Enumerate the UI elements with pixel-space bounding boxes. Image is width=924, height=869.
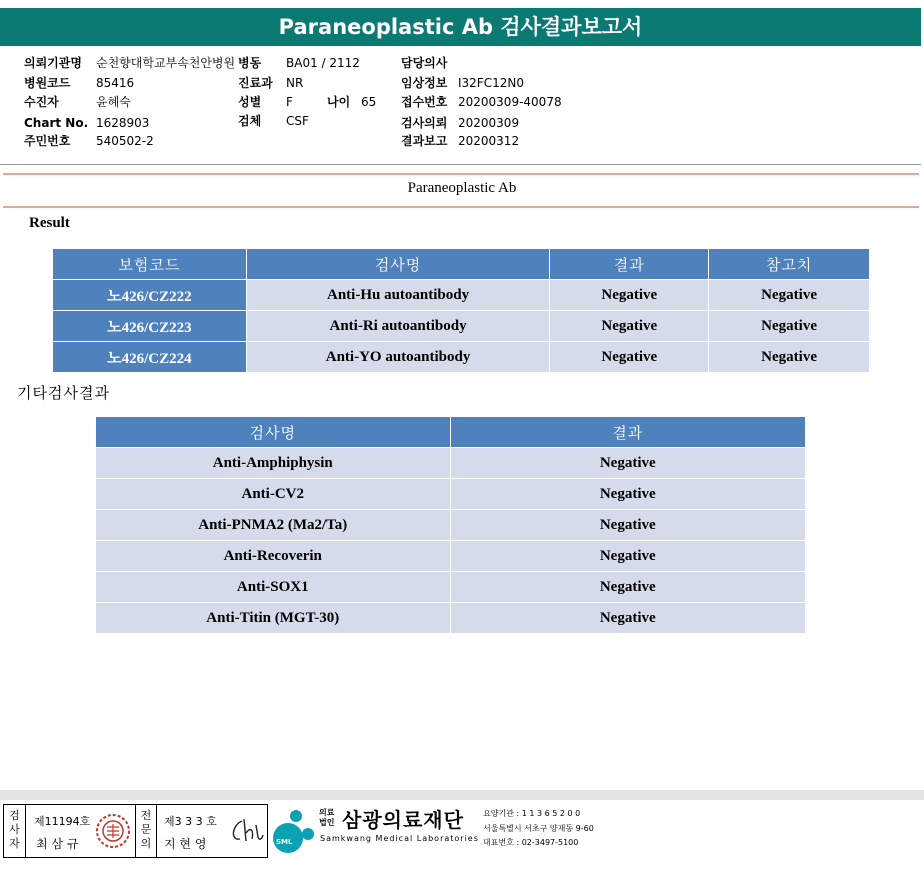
info-divider xyxy=(0,164,921,165)
row-result: Negative xyxy=(450,541,805,572)
row-result: Negative xyxy=(450,510,805,541)
info-value-resident-no: 540502-2 xyxy=(96,134,154,148)
header-test-name: 검사명 xyxy=(96,417,451,448)
info-value-request-date: 20200309 xyxy=(458,116,520,130)
section-divider-bottom xyxy=(3,206,919,208)
info-label-institution: 의뢰기관명 xyxy=(24,56,82,70)
inspector-name: 최 삼 규 xyxy=(36,837,79,851)
info-label-report-date: 결과보고 xyxy=(401,134,448,148)
info-value-specimen: CSF xyxy=(286,114,309,128)
other-tests-label: 기타검사결과 xyxy=(17,384,110,402)
row-test: Anti-YO autoantibody xyxy=(246,342,550,373)
result-label: Result xyxy=(29,215,70,231)
table-row xyxy=(96,448,806,479)
info-label-specimen: 검체 xyxy=(238,114,262,128)
row-test: Anti-PNMA2 (Ma2/Ta) xyxy=(96,510,451,541)
specialist-license-no: 제3 3 3 호 xyxy=(164,815,217,828)
header-result: 결과 xyxy=(550,249,709,280)
info-label-request-date: 검사의뢰 xyxy=(401,116,448,130)
row-result: Negative xyxy=(450,603,805,634)
info-value-hospital-code: 85416 xyxy=(96,76,135,90)
info-value-receipt-no: 20200309-40078 xyxy=(458,95,562,109)
row-reference: Negative xyxy=(709,280,870,311)
info-label-hospital-code: 병원코드 xyxy=(24,76,71,90)
info-value-report-date: 20200312 xyxy=(458,134,520,148)
row-code: 노426/CZ223 xyxy=(53,311,247,342)
row-result: Negative xyxy=(450,572,805,603)
row-test: Anti-Recoverin xyxy=(96,541,451,572)
table-row xyxy=(96,510,806,541)
section-title: Paraneoplastic Ab xyxy=(407,180,517,196)
table-row xyxy=(96,572,806,603)
result-table xyxy=(52,248,870,373)
info-label-receipt-no: 접수번호 xyxy=(401,95,448,109)
table-row xyxy=(96,479,806,510)
info-label-sex: 성별 xyxy=(238,95,262,109)
other-tests-table xyxy=(95,416,806,634)
org-english-name: Samkwang Medical Laboratories xyxy=(320,834,479,843)
row-test: Anti-Titin (MGT-30) xyxy=(96,603,451,634)
row-result: Negative xyxy=(450,479,805,510)
info-value-ward: BA01 / 2112 xyxy=(286,56,360,70)
org-phone: 대표번호 : 02-3497-5100 xyxy=(483,838,579,847)
table-row xyxy=(53,342,870,373)
info-value-age: 65 xyxy=(361,95,377,109)
info-value-institution: 순천향대학교부속천안병원 xyxy=(96,56,236,70)
table-row xyxy=(53,311,870,342)
table-row xyxy=(96,541,806,572)
row-test: Anti-Amphiphysin xyxy=(96,448,451,479)
table-row xyxy=(53,280,870,311)
sml-logo-icon xyxy=(270,806,316,856)
org-code: 요양기관 : 1 1 3 6 5 2 0 0 xyxy=(483,809,581,818)
other-table-header xyxy=(96,417,806,448)
header-result: 결과 xyxy=(450,417,805,448)
header-reference: 참고치 xyxy=(709,249,870,280)
org-name: 삼광의료재단 xyxy=(342,808,464,832)
row-test: Anti-Hu autoantibody xyxy=(246,280,550,311)
sml-logo-text: SML xyxy=(276,838,293,846)
info-label-age: 나이 xyxy=(327,95,351,109)
info-label-doctor: 담당의사 xyxy=(401,56,448,70)
info-label-ward: 병동 xyxy=(238,56,262,70)
info-value-clinical-info: I32FC12N0 xyxy=(458,76,524,90)
result-table-header xyxy=(53,249,870,280)
info-value-chart-no: 1628903 xyxy=(96,116,150,130)
inspector-label: 검사자 xyxy=(4,805,26,857)
row-code: 노426/CZ222 xyxy=(53,280,247,311)
report-title: Paraneoplastic Ab 검사결과보고서 xyxy=(0,8,921,46)
signature-icon xyxy=(226,815,264,847)
section-divider-top xyxy=(3,173,919,175)
row-result: Negative xyxy=(450,448,805,479)
info-value-patient: 윤혜숙 xyxy=(96,95,131,109)
header-test-name: 검사명 xyxy=(246,249,550,280)
info-label-clinical-info: 임상정보 xyxy=(401,76,448,90)
info-value-sex: F xyxy=(286,95,293,109)
row-test: Anti-CV2 xyxy=(96,479,451,510)
info-label-resident-no: 주민번호 xyxy=(24,134,71,148)
info-label-patient: 수진자 xyxy=(24,95,59,109)
row-result: Negative xyxy=(550,311,709,342)
row-reference: Negative xyxy=(709,311,870,342)
header-insurance-code: 보험코드 xyxy=(53,249,247,280)
row-result: Negative xyxy=(550,342,709,373)
inspector-license-no: 제11194호 xyxy=(34,815,91,828)
row-result: Negative xyxy=(550,280,709,311)
info-label-department: 진료과 xyxy=(238,76,273,90)
org-prefix: 의료법인 xyxy=(319,808,335,827)
footer-band xyxy=(0,790,924,800)
specialist-label: 전문의 xyxy=(135,805,157,857)
table-row xyxy=(96,603,806,634)
row-test: Anti-Ri autoantibody xyxy=(246,311,550,342)
org-address: 서울특별시 서초구 양재동 9-60 xyxy=(483,824,594,833)
signature-box xyxy=(3,804,268,858)
info-label-chart-no: Chart No. xyxy=(24,116,89,130)
row-test: Anti-SOX1 xyxy=(96,572,451,603)
row-reference: Negative xyxy=(709,342,870,373)
info-value-department: NR xyxy=(286,76,304,90)
specialist-name: 지 현 영 xyxy=(164,837,207,851)
row-code: 노426/CZ224 xyxy=(53,342,247,373)
official-seal-icon xyxy=(94,812,132,850)
